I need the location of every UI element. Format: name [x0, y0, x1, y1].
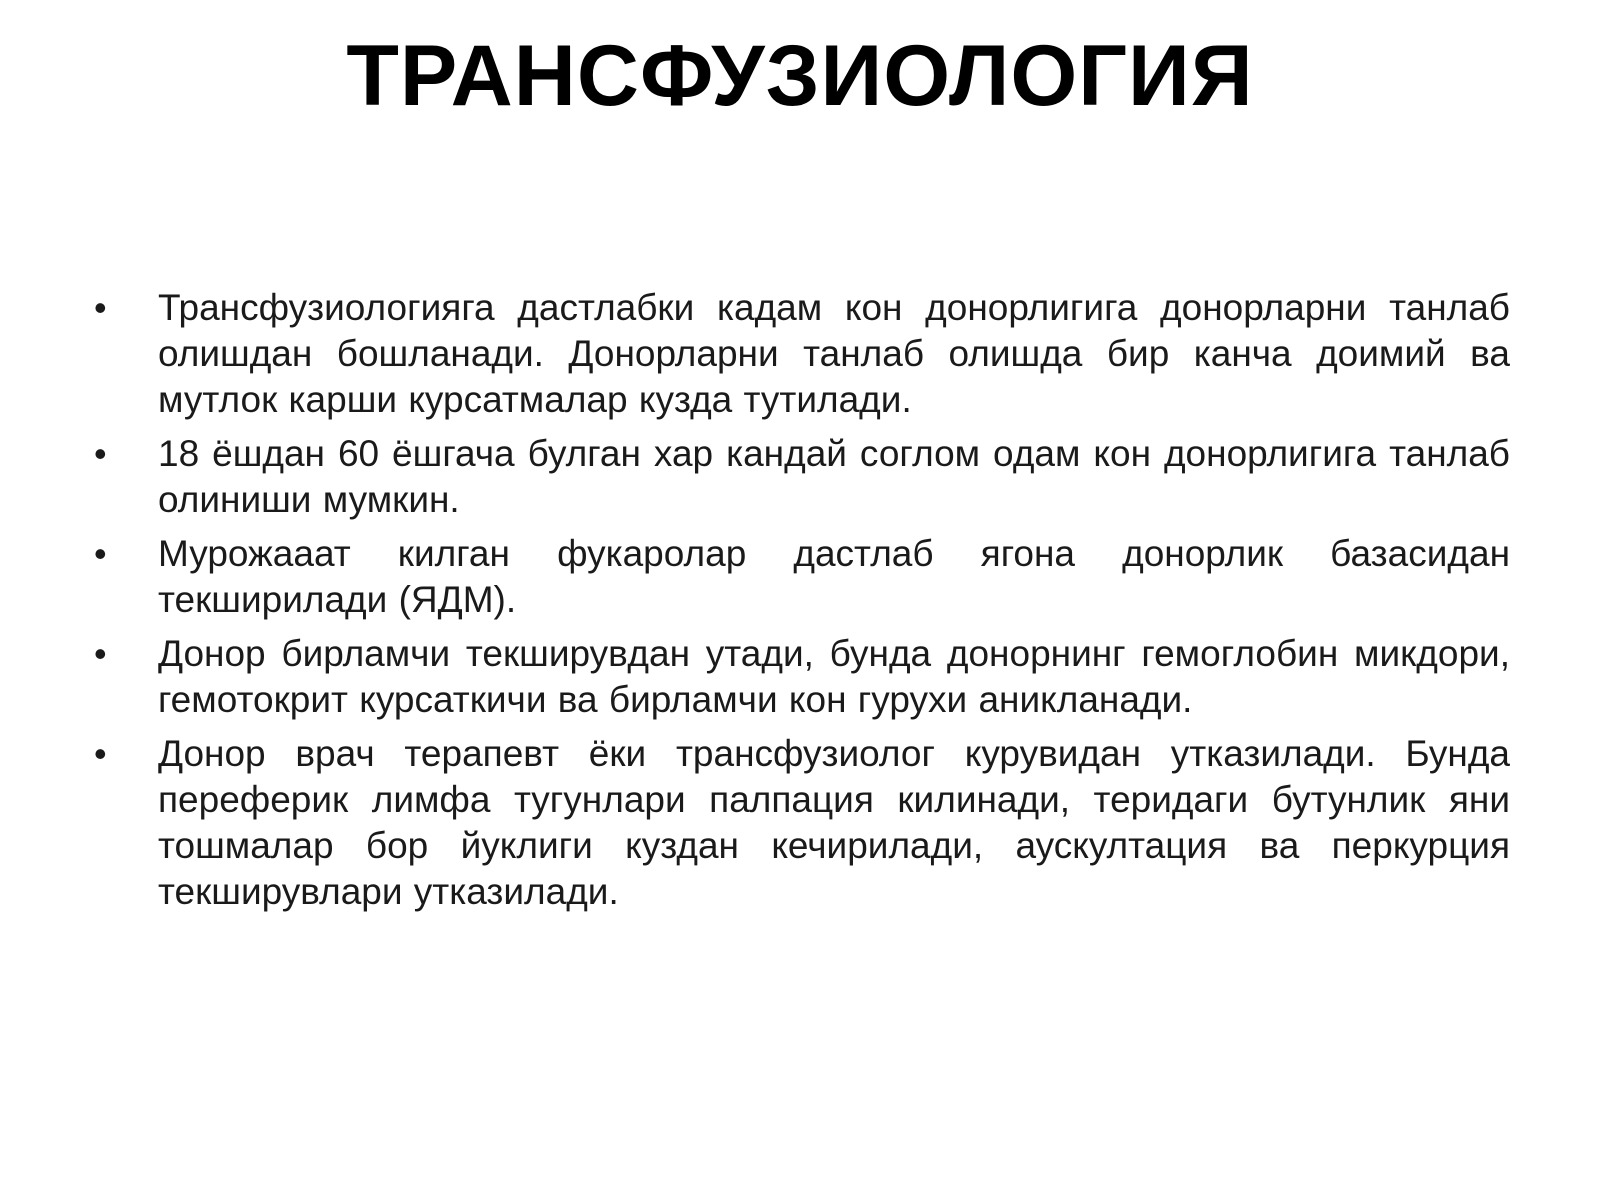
bullet-marker: • — [94, 433, 107, 474]
slide-title: ТРАНСФУЗИОЛОГИЯ — [346, 28, 1254, 124]
bullet-text: Мурожааат килган фукаролар дастлаб ягона донорлик базасидан текширилади (ЯДМ). — [158, 533, 1522, 620]
list-item — [90, 285, 1522, 423]
bullet-text: Трансфузиологияга дастлабки кадам кон донорлигига донорларни танлаб олишдан бошланади. Донорларни танлаб олишда бир канча доимий ва мутлок карши курсатмалар кузда тутилади. — [158, 287, 1522, 420]
bullet-text: Донор бирламчи текширувдан утади, бунда донорнинг гемоглобин микдори, гемотокрит курсаткичи ва бирламчи кон гурухи аникланади. — [158, 633, 1522, 720]
list-item — [90, 531, 1522, 623]
list-item — [90, 631, 1522, 723]
bullet-marker: • — [94, 733, 107, 774]
bullet-marker: • — [94, 287, 107, 328]
list-item — [90, 431, 1522, 523]
bullet-text: Донор врач терапевт ёки трансфузиолог курувидан утказилади. Бунда переферик лимфа тугунлари палпация килинади, теридаги бутунлик яни тошмалар бор йуклиги куздан кечирилади, аускултация ва перкурция текширувлари утказилади. — [158, 733, 1533, 912]
bullet-marker: • — [94, 533, 107, 574]
bullet-text: 18 ёшдан 60 ёшгача булган хар кандай соглом одам кон донорлигига танлаб олиниши мумкин. — [158, 433, 1522, 520]
list-item — [90, 731, 1533, 915]
bullet-marker: • — [94, 633, 107, 674]
bullet-list — [90, 285, 1533, 923]
